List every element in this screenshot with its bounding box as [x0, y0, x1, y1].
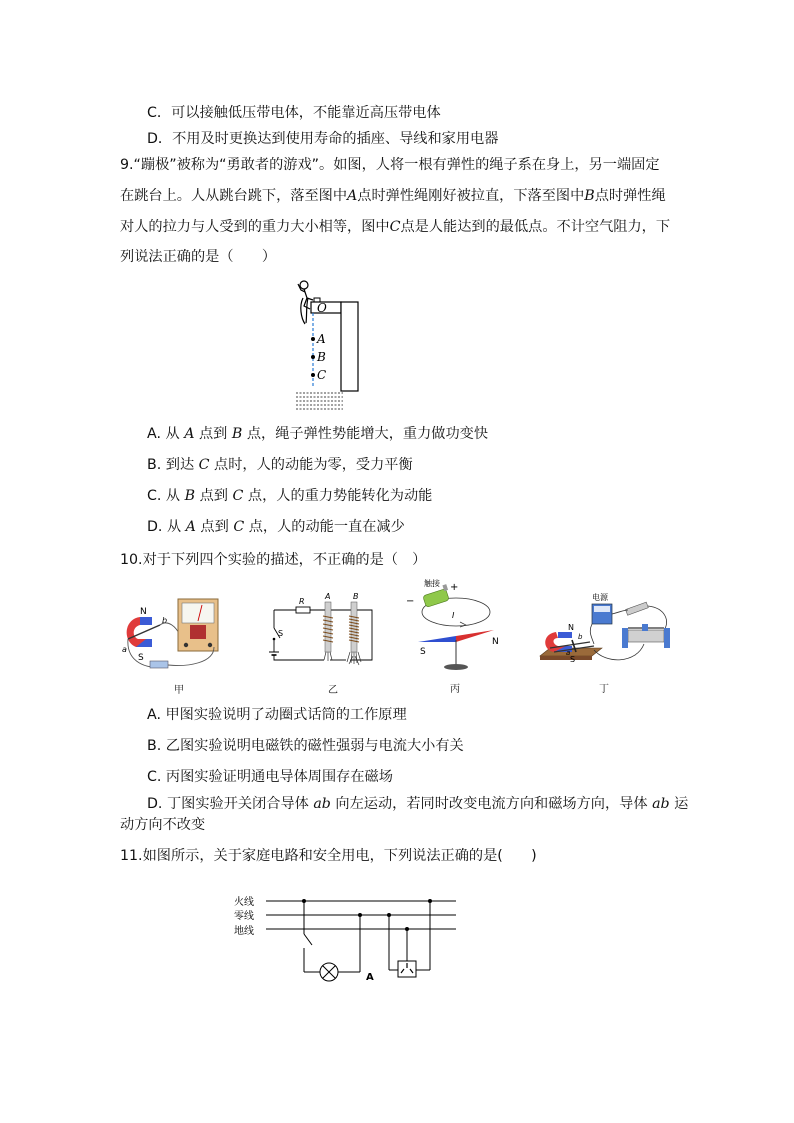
- label-a: a: [122, 645, 127, 654]
- q9-option-a: A. 从 A 点到 B 点，绳子弹性势能增大，重力做功变快: [147, 426, 489, 442]
- label-b: b: [578, 633, 583, 641]
- q9-stem-line3: 对人的拉力与人受到的重力大小相等，图中C点是人能达到的最低点。不计空气阻力，下: [120, 219, 671, 235]
- galvanometer-experiment: [118, 597, 240, 677]
- label-s: S: [138, 653, 144, 663]
- q10-figure-yi: [268, 590, 378, 696]
- label-n: N: [140, 607, 147, 617]
- caption-bing: 丙: [450, 684, 460, 695]
- label-switch: S: [278, 629, 284, 638]
- needle-base: [444, 664, 468, 670]
- label-power: 电源: [592, 593, 608, 602]
- label-neutral-wire: 零线: [234, 911, 254, 922]
- wire-to-coil-a: [310, 610, 326, 614]
- lamp-switch: [304, 934, 312, 945]
- label-n: N: [568, 623, 574, 632]
- q9-option-c: C. 从 B 点到 C 点，人的重力势能转化为动能: [147, 488, 433, 504]
- iron-core-a: [325, 602, 331, 652]
- magnet-top-arm: [140, 617, 152, 625]
- label-point-a: A: [366, 972, 374, 983]
- wire-rail-rheostat: [594, 644, 644, 660]
- option-c-prev: C．可以接触低压带电体，不能靠近高压带电体: [147, 105, 441, 121]
- wire-bottom: [274, 655, 324, 660]
- label-coil-a: A: [325, 592, 331, 601]
- terminal-left: [184, 643, 188, 647]
- label-minus: −: [406, 596, 415, 607]
- switch-icon: [626, 602, 649, 615]
- bungee-diagram: [288, 276, 368, 412]
- point-c-dot: [311, 373, 315, 377]
- caption-jia: 甲: [174, 685, 184, 696]
- needle-n-half: [456, 630, 494, 642]
- rheostat-end-left: [622, 628, 628, 648]
- label-n: N: [492, 637, 499, 647]
- q10-stem: 10.对于下列四个实验的描述，不正确的是（ ）: [120, 552, 427, 568]
- label-b: B: [317, 350, 326, 364]
- pins-b: [347, 652, 361, 665]
- label-b: b: [162, 616, 168, 625]
- coil-b-windings: [349, 616, 359, 642]
- q10-option-b: B. 乙图实验说明电磁铁的磁性强弱与电流大小有关: [147, 738, 464, 754]
- q10-figure-bing: [404, 578, 504, 695]
- switch-icon: [150, 661, 168, 668]
- label-a: a: [566, 649, 571, 657]
- label-touch: 触接: [424, 579, 440, 588]
- label-s: S: [570, 655, 576, 664]
- electromagnet-experiment: [268, 590, 378, 672]
- q9-bungee-figure: [288, 276, 368, 412]
- point-a-dot: [311, 337, 315, 341]
- water-icon: [296, 393, 343, 409]
- q9-stem-line2: 在跳台上。人从跳台跳下，落至图中A点时弹性绳刚好被拉直，下落至图中B点时弹性绳: [120, 188, 666, 204]
- q11-circuit-figure: [232, 892, 460, 984]
- q11-stem: 11.如图所示，关于家庭电路和安全用电，下列说法正确的是( ): [120, 848, 537, 864]
- q9-stem-line1: 9.“蹦极”被称为“勇敢者的游戏”。如图，人将一根有弹性的绳子系在身上，另一端固定: [120, 157, 660, 173]
- q10-option-a: A. 甲图实验说明了动圈式话筒的工作原理: [147, 707, 407, 723]
- oersted-experiment: [404, 578, 504, 672]
- option-d-prev: D．不用及时更换达到使用寿命的插座、导线和家用电器: [147, 131, 499, 147]
- q9-stem-line4: 列说法正确的是（ ）: [120, 249, 277, 265]
- q10-figure-ding: [536, 592, 672, 695]
- label-ground-wire: 地线: [234, 926, 254, 937]
- label-a: A: [317, 332, 326, 346]
- wire-between-coils: [330, 610, 352, 614]
- iron-core-b: [351, 602, 357, 652]
- rheostat-end-right: [664, 628, 670, 648]
- label-current: I: [452, 611, 455, 620]
- rheostat-icon: [628, 630, 664, 642]
- q10-figure-jia: [118, 597, 240, 696]
- label-coil-b: B: [353, 592, 359, 601]
- label-plus: +: [450, 582, 459, 593]
- household-circuit-diagram: [232, 892, 460, 984]
- wire-switch-rheostat: [648, 606, 667, 630]
- label-r: R: [299, 597, 305, 606]
- power-supply-label: [594, 606, 610, 612]
- label-live-wire: 火线: [234, 897, 254, 908]
- battery-icon: [423, 589, 450, 608]
- needle-s-half: [418, 636, 456, 642]
- resistor-r: [296, 607, 310, 613]
- terminal-right: [208, 643, 212, 647]
- motor-experiment: [536, 592, 672, 674]
- wire-power-switch: [612, 610, 628, 614]
- label-c: C: [317, 368, 327, 382]
- q9-option-d: D. 从 A 点到 C 点，人的动能一直在减少: [147, 519, 405, 535]
- q10-option-d-line1: D. 丁图实验开关闭合导体 ab 向左运动，若同时改变电流方向和磁场方向，导体 ab 运: [147, 796, 689, 812]
- q9-option-b: B. 到达 C 点时，人的动能为零，受力平衡: [147, 457, 413, 473]
- label-o: O: [317, 301, 327, 315]
- label-s: S: [420, 647, 426, 657]
- magnet-top-arm: [558, 632, 572, 638]
- caption-yi: 乙: [328, 685, 338, 696]
- q10-option-c: C. 丙图实验证明通电导体周围存在磁场: [147, 769, 393, 785]
- rheostat-slider: [642, 624, 648, 631]
- platform-tower: [341, 302, 358, 391]
- wire-power-rail: [590, 624, 594, 644]
- point-b-dot: [311, 355, 315, 359]
- q10-option-d-line2: 动方向不改变: [120, 817, 206, 833]
- galvanometer-coil: [190, 625, 206, 639]
- caption-ding: 丁: [599, 684, 609, 695]
